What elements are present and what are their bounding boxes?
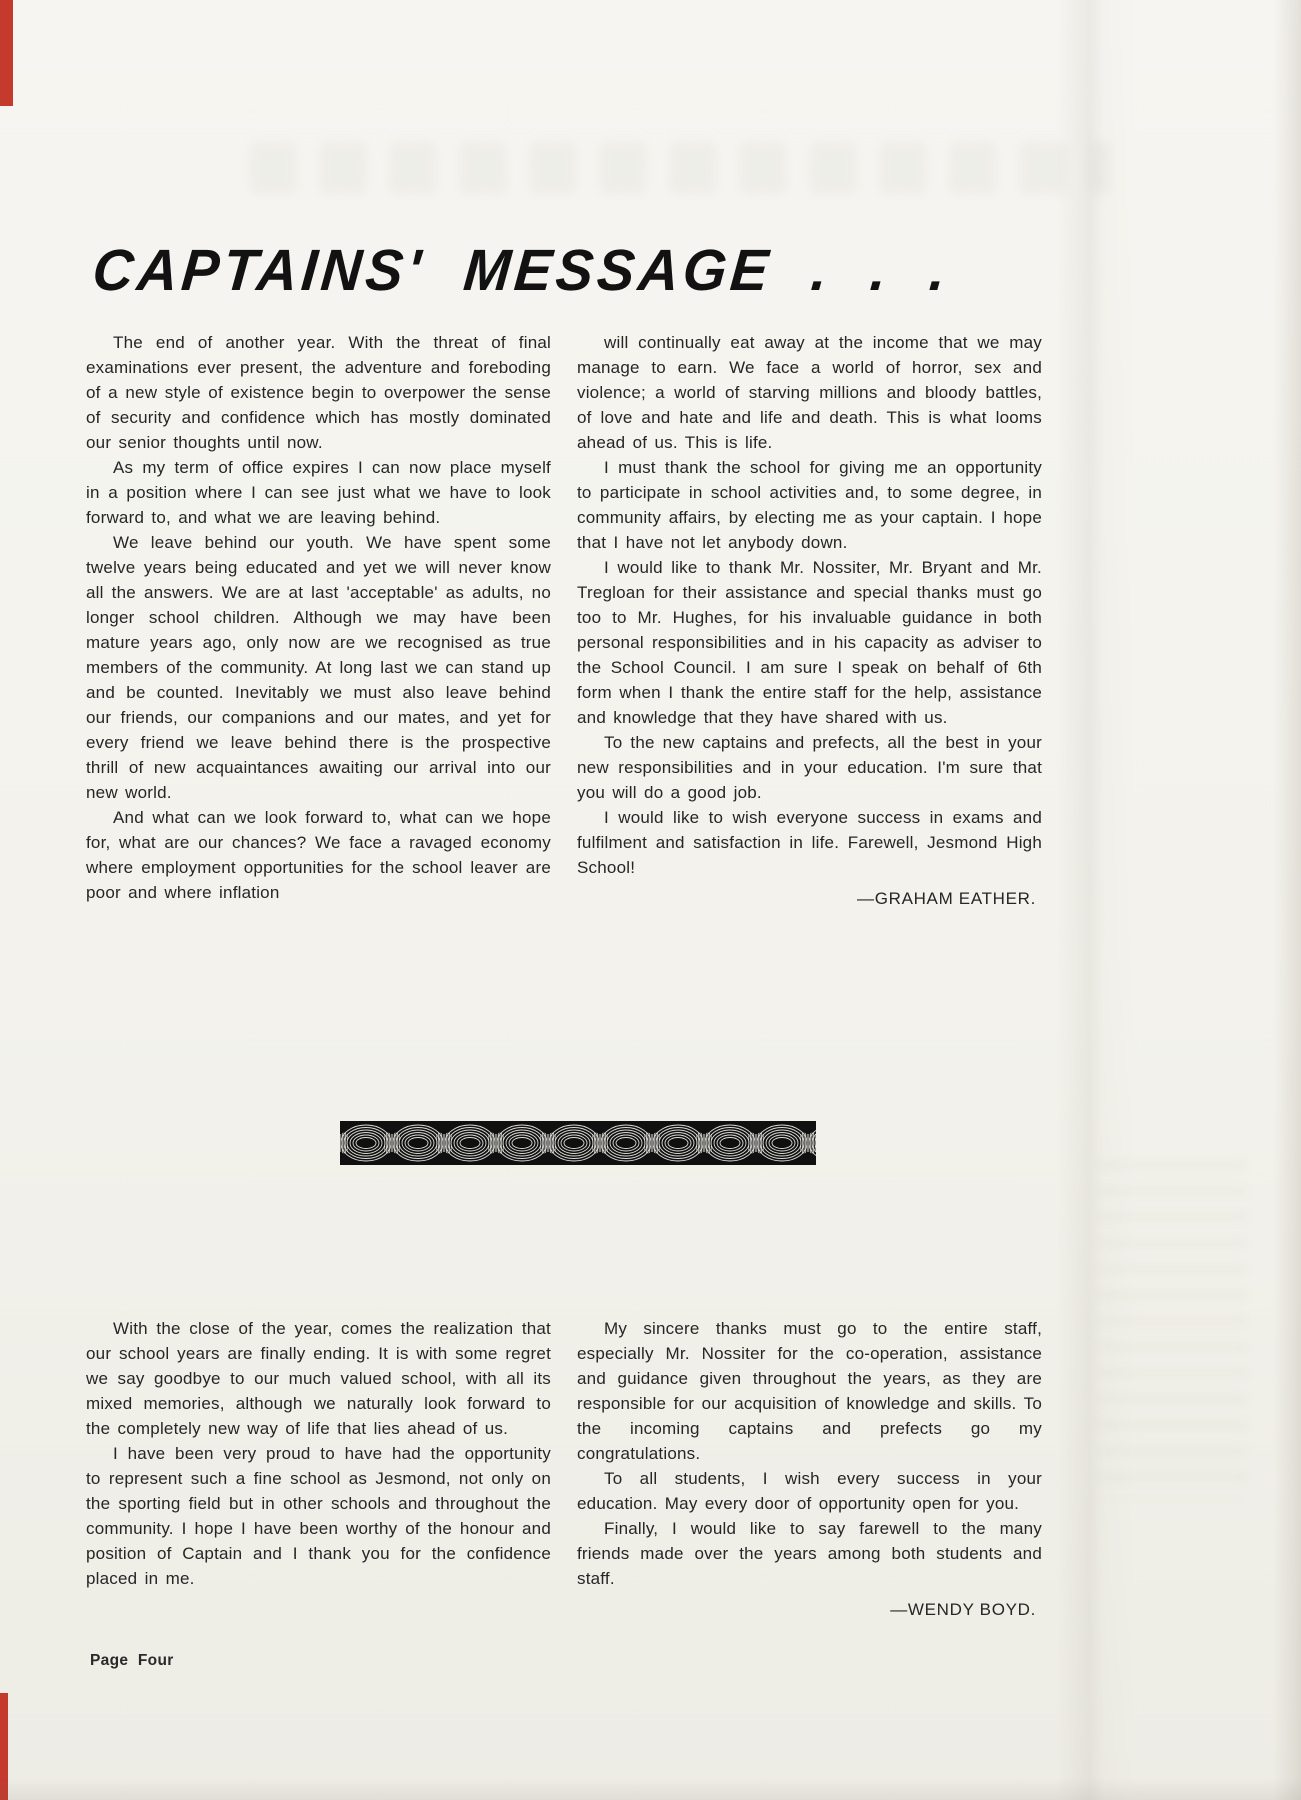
bottom-right-column [577, 1316, 1042, 1622]
red-edge-mark-top [0, 0, 13, 106]
top-left-column [86, 330, 551, 911]
paragraph: With the close of the year, comes the realization that our school years are finally ending. It is with some regret we say goodbye to our much valued school, with all its mixed memories, although we naturally look forward to the completely new way of life that lies ahead of us. [86, 1319, 551, 1438]
paragraph: My sincere thanks must go to the entire staff, especially Mr. Nossiter for the co-operation, assistance and guidance given throughout the years, as they are responsible for our acquisition of knowledge and skills. To the incoming captains and prefects go my congratulations. [577, 1319, 1042, 1463]
paragraph: We leave behind our youth. We have spent some twelve years being educated and yet we will never know all the answers. We are at last 'acceptable' as adults, no longer school children. Although we may have been mature years ago, only now are we recognised as true members of the community. At long last we can stand up and be counted. Inevitably we must also leave behind our friends, our companions and our mates, and yet for every friend we leave behind there is the prospective thrill of new acquaintances awaiting our arrival into our new world. [86, 533, 551, 802]
page-title: CAPTAINS' MESSAGE . . . [90, 237, 953, 303]
paragraph: To all students, I wish every success in your education. May every door of opportunity open for you. [577, 1469, 1042, 1513]
paragraph: I would like to thank Mr. Nossiter, Mr. Bryant and Mr. Tregloan for their assistance and special thanks must go too to Mr. Hughes, for his invaluable guidance in both personal responsibilities and in his capacity as adviser to the School Council. I am sure I speak on behalf of 6th form when I thank the entire staff for the help, assistance and knowledge that they have shared with us. [577, 558, 1042, 727]
top-section [86, 330, 1042, 911]
bottom-left-column [86, 1316, 551, 1622]
paper-crease [1056, 0, 1136, 1800]
print-bleedthrough-top [250, 142, 1110, 194]
page-bottom-edge-shadow [0, 1778, 1301, 1800]
red-edge-mark-bottom [0, 1693, 8, 1800]
paragraph: I would like to wish everyone success in exams and fulfilment and satisfaction in life. Farewell, Jesmond High School! [577, 808, 1042, 877]
paragraph: To the new captains and prefects, all the best in your new responsibilities and in your education. I'm sure that you will do a good job. [577, 733, 1042, 802]
paragraph: As my term of office expires I can now place myself in a position where I can see just what we have to look forward to, and what we are leaving behind. [86, 458, 551, 527]
paragraph: I have been very proud to have had the opportunity to represent such a fine school as Jesmond, not only on the sporting field but in other schools and throughout the community. I hope I have been worthy of the honour and position of Captain and I thank you for the confidence placed in me. [86, 1444, 551, 1588]
print-bleedthrough-right [1098, 1160, 1248, 1500]
paragraph: And what can we look forward to, what can we hope for, what are our chances? We face a ravaged economy where employment opportunities for the school leaver are poor and where inflation [86, 808, 551, 902]
signature-graham-eather: —GRAHAM EATHER. [857, 889, 1036, 908]
paragraph: The end of another year. With the threat of final examinations ever present, the adventure and foreboding of a new style of existence begin to overpower the sense of security and confidence which has mostly dominated our senior thoughts until now. [86, 333, 551, 452]
paragraph: I must thank the school for giving me an opportunity to participate in school activities and, to some degree, in community affairs, by electing me as your captain. I hope that I have not let anybody down. [577, 458, 1042, 552]
guilloche-divider [340, 1121, 816, 1165]
bottom-section [86, 1316, 1042, 1622]
page-number: Page Four [90, 1652, 174, 1669]
top-right-column [577, 330, 1042, 911]
signature-wendy-boyd: —WENDY BOYD. [890, 1600, 1036, 1619]
paragraph: Finally, I would like to say farewell to the many friends made over the years among both students and staff. [577, 1519, 1042, 1588]
page-right-edge-shadow [1273, 0, 1301, 1800]
paragraph: will continually eat away at the income that we may manage to earn. We face a world of horror, sex and violence; a world of starving millions and bloody battles, of love and hate and life and death. This is what looms ahead of us. This is life. [577, 333, 1042, 452]
